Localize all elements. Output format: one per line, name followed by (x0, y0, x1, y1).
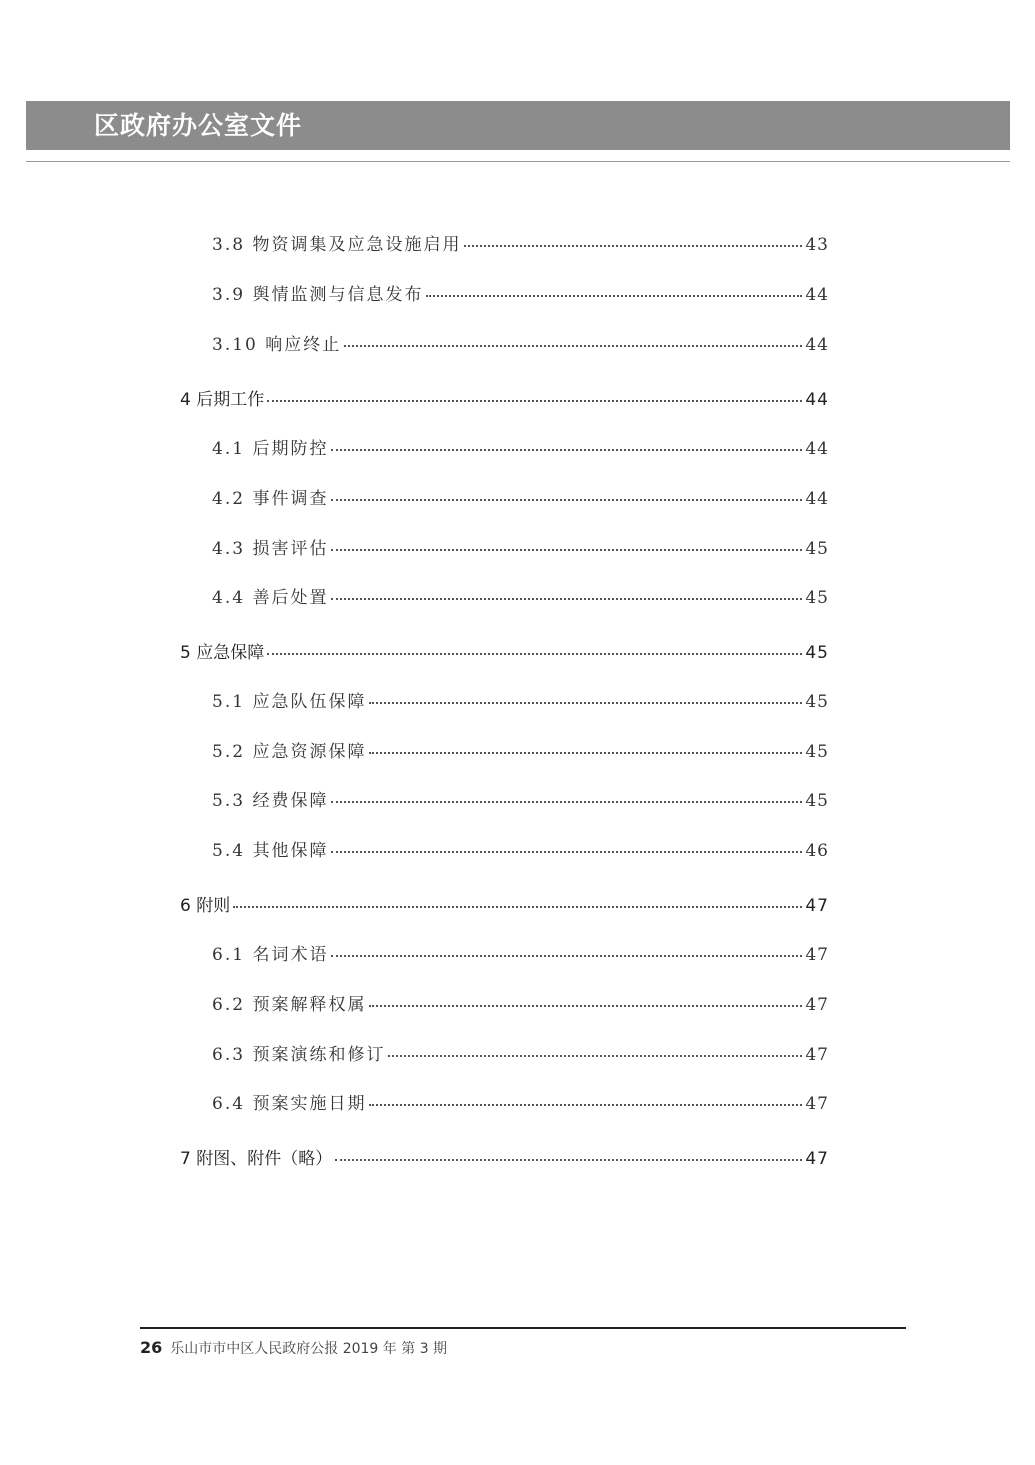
toc-entry-label: 4.3 损害评估 (212, 539, 329, 559)
toc-entry-label: 5 应急保障 (180, 643, 265, 663)
toc-entry-page: 46 (805, 841, 829, 861)
toc-section-entry[interactable] (180, 385, 829, 410)
toc-entry-page: 45 (805, 643, 829, 663)
toc-entry[interactable] (212, 836, 829, 861)
toc-entry-label: 4.2 事件调查 (212, 489, 329, 509)
toc-entry-page: 45 (805, 791, 829, 811)
toc-entry-page: 44 (805, 285, 829, 305)
page-footer (140, 1338, 447, 1358)
toc-leader-dots (233, 906, 802, 908)
toc-entry-page: 47 (805, 995, 829, 1015)
toc-section-entry[interactable] (180, 1144, 829, 1169)
toc-leader-dots (331, 449, 802, 451)
toc-section-entry[interactable] (180, 891, 829, 916)
toc-entry-page: 47 (805, 896, 829, 916)
toc-leader-dots (331, 955, 802, 957)
toc-leader-dots (344, 345, 802, 347)
toc-entry[interactable] (212, 534, 829, 559)
toc-entry-label: 4.4 善后处置 (212, 588, 329, 608)
toc-entry[interactable] (212, 330, 829, 355)
toc-entry-label: 4 后期工作 (180, 390, 265, 410)
toc-entry-page: 45 (805, 692, 829, 712)
toc-leader-dots (331, 851, 802, 853)
footer-divider (140, 1327, 906, 1329)
toc-leader-dots (331, 499, 802, 501)
toc-entry[interactable] (212, 737, 829, 762)
toc-entry-page: 47 (805, 945, 829, 965)
toc-entry-page: 45 (805, 588, 829, 608)
toc-section-entry[interactable] (180, 638, 829, 663)
toc-entry[interactable] (212, 1040, 829, 1065)
toc-entry-label: 6.1 名词术语 (212, 945, 329, 965)
toc-entry-label: 7 附图、附件（略） (180, 1149, 333, 1169)
toc-entry[interactable] (212, 280, 829, 305)
toc-leader-dots (267, 653, 802, 655)
toc-entry[interactable] (212, 484, 829, 509)
toc-leader-dots (464, 245, 802, 247)
toc-entry[interactable] (212, 687, 829, 712)
toc-entry-label: 4.1 后期防控 (212, 439, 329, 459)
toc-entry[interactable] (212, 786, 829, 811)
toc-leader-dots (388, 1055, 802, 1057)
toc-leader-dots (426, 295, 802, 297)
header-band (26, 101, 1010, 150)
toc-leader-dots (369, 1104, 802, 1106)
toc-entry[interactable] (212, 434, 829, 459)
toc-entry-label: 6.4 预案实施日期 (212, 1094, 367, 1114)
toc-entry[interactable] (212, 1089, 829, 1114)
toc-entry[interactable] (212, 583, 829, 608)
header-divider (26, 161, 1010, 162)
toc-entry-page: 43 (805, 235, 829, 255)
toc-leader-dots (331, 598, 802, 600)
toc-entry-page: 44 (805, 390, 829, 410)
toc-entry-label: 3.10 响应终止 (212, 335, 342, 355)
toc-entry-page: 44 (805, 439, 829, 459)
footer-publication: 乐山市市中区人民政府公报 2019 年 第 3 期 (170, 1341, 448, 1357)
toc-entry-label: 6 附则 (180, 896, 231, 916)
toc-entry-page: 45 (805, 742, 829, 762)
toc-entry-label: 5.1 应急队伍保障 (212, 692, 367, 712)
toc-leader-dots (369, 1005, 802, 1007)
toc-leader-dots (335, 1159, 802, 1161)
toc-entry-label: 6.3 预案演练和修订 (212, 1045, 386, 1065)
toc-entry-page: 44 (805, 335, 829, 355)
toc-leader-dots (331, 801, 802, 803)
toc-entry-label: 5.3 经费保障 (212, 791, 329, 811)
toc-entry-page: 44 (805, 489, 829, 509)
toc-entry-page: 47 (805, 1149, 829, 1169)
footer-page-number: 26 (140, 1338, 163, 1357)
toc-entry[interactable] (212, 230, 829, 255)
toc-entry-label: 5.2 应急资源保障 (212, 742, 367, 762)
toc-leader-dots (331, 549, 802, 551)
toc-leader-dots (267, 400, 802, 402)
toc-entry-label: 5.4 其他保障 (212, 841, 329, 861)
toc-entry-label: 6.2 预案解释权属 (212, 995, 367, 1015)
toc-entry[interactable] (212, 940, 829, 965)
toc-entry-page: 45 (805, 539, 829, 559)
toc-entry[interactable] (212, 990, 829, 1015)
toc-leader-dots (369, 702, 802, 704)
toc-entry-label: 3.8 物资调集及应急设施启用 (212, 235, 462, 255)
toc-entry-page: 47 (805, 1045, 829, 1065)
toc-leader-dots (369, 752, 802, 754)
toc-entry-label: 3.9 舆情监测与信息发布 (212, 285, 424, 305)
header-title: 区政府办公室文件 (94, 111, 303, 140)
toc-entry-page: 47 (805, 1094, 829, 1114)
